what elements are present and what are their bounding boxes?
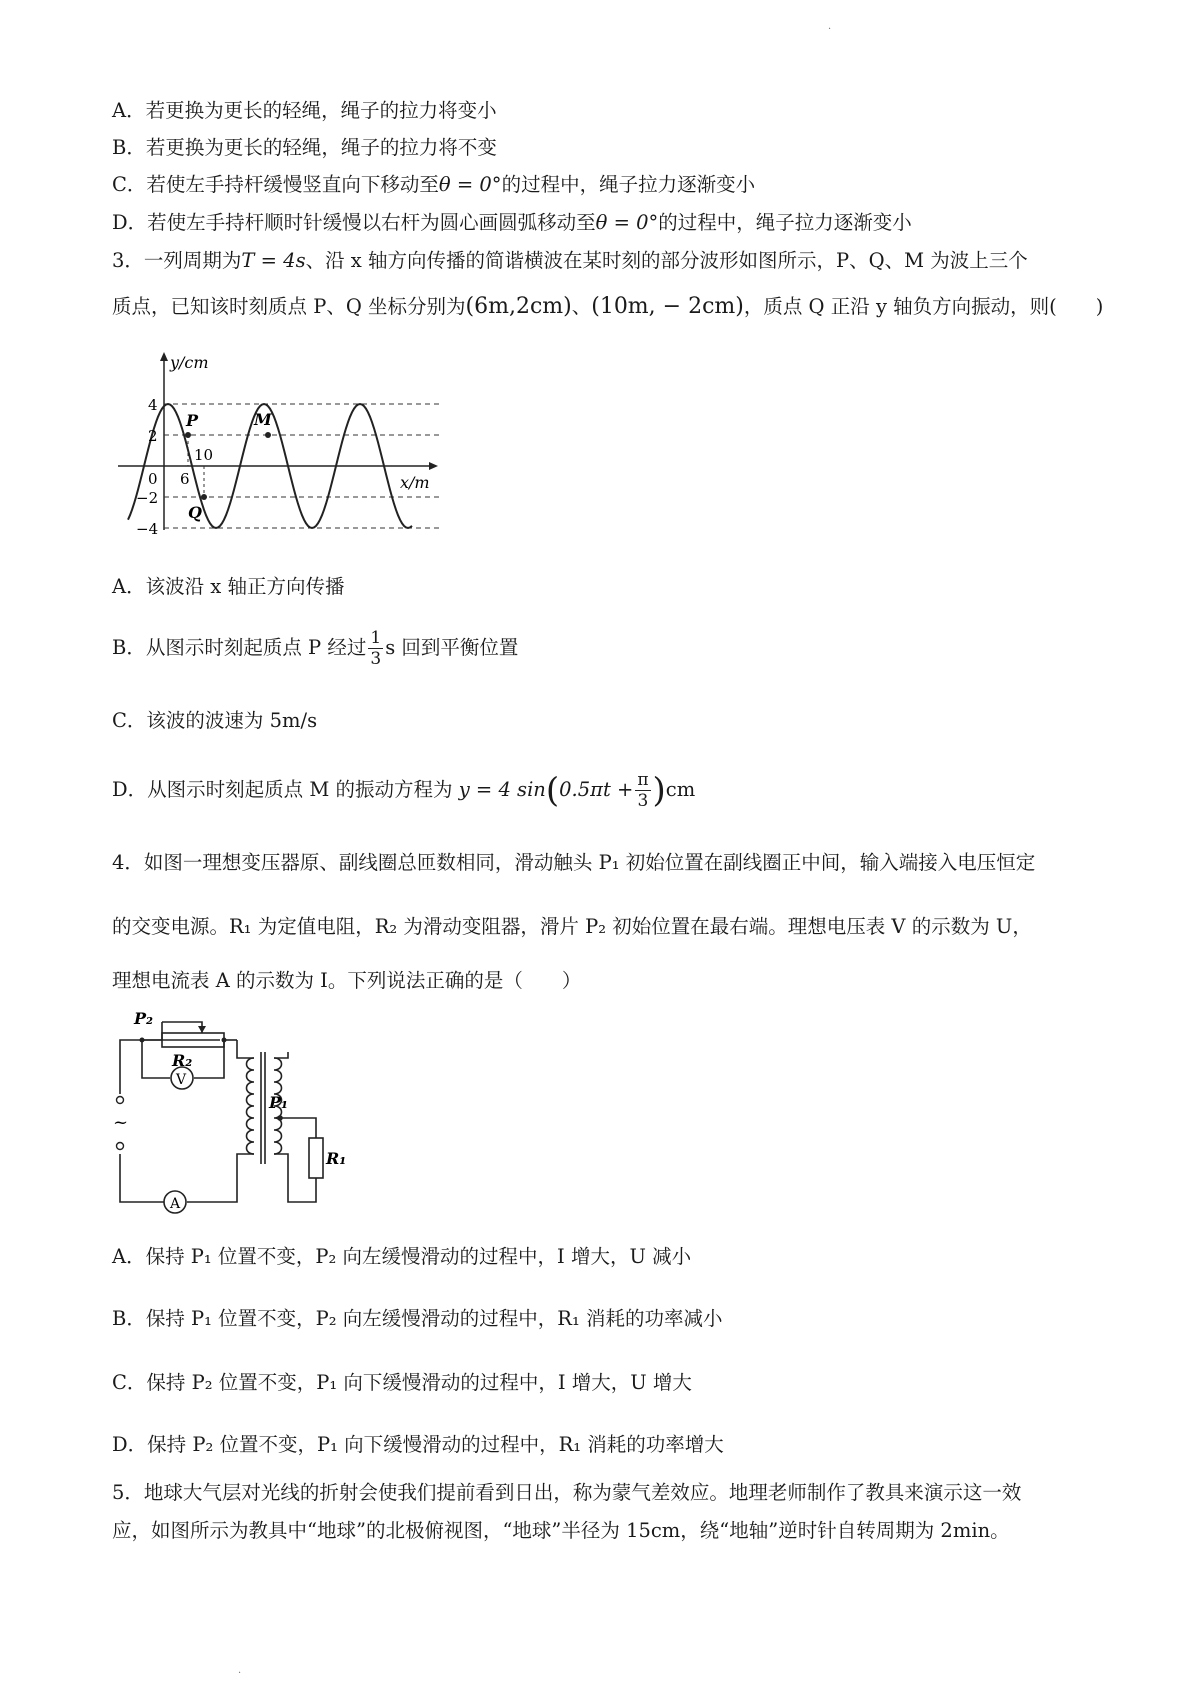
fraction-one-third	[368, 628, 383, 669]
point-p	[185, 432, 191, 438]
input-terminal-top	[117, 1097, 124, 1104]
point-q-label: Q	[188, 503, 202, 522]
y-tick-neg4: −4	[136, 520, 159, 538]
y-tick-neg2: −2	[136, 489, 159, 507]
transformer-circuit	[112, 1004, 402, 1214]
p-coordinate: (6m,2cm)	[465, 294, 572, 319]
q4-option-a: A．保持 P₁ 位置不变，P₂ 向左缓慢滑动的过程中，I 增大，U 减小	[112, 1245, 692, 1268]
period-expression: T = 4s	[241, 249, 306, 272]
q3-option-b	[112, 628, 518, 669]
q2-option-c	[112, 170, 755, 200]
q2-option-d	[112, 208, 912, 238]
theta-equation: θ = 0°	[438, 173, 502, 196]
q3-option-d: D．从图示时刻起质点 M 的振动方程为 y = 4 sin(0.5πt + $\frac{\pi}{3}$ )cm	[112, 770, 696, 811]
x-axis-label: x/m	[400, 473, 430, 492]
equation-unit: cm	[665, 778, 696, 801]
y-tick-2: 2	[148, 427, 158, 445]
q3-stem-text-end: ，质点 Q 正沿 y 轴负方向振动，则( )	[743, 295, 1104, 318]
p2-label: P₂	[134, 1009, 154, 1028]
q3-option-a: A．该波沿 x 轴正方向传播	[112, 575, 345, 598]
fraction-numerator: 1	[370, 628, 382, 648]
fraction-denominator: 3	[637, 791, 649, 811]
fraction-pi-third	[635, 770, 650, 811]
origin-label: 0	[148, 470, 158, 488]
scan-dot: ·	[238, 1668, 242, 1679]
q2-option-d-text-end: 的过程中，绳子拉力逐渐变小	[658, 211, 912, 234]
x-tick-6: 6	[180, 470, 190, 488]
q4-option-b: B．保持 P₁ 位置不变，P₂ 向左缓慢滑动的过程中，R₁ 消耗的功率减小	[112, 1307, 723, 1330]
y-axis-label: y/cm	[170, 353, 209, 372]
equation-y-sin: y = 4 sin	[458, 778, 546, 801]
p1-label: P₁	[269, 1093, 289, 1112]
ac-source-symbol: ~	[113, 1112, 129, 1133]
q2-option-c-text-end: 的过程中，绳子拉力逐渐变小	[501, 173, 756, 196]
q3-option-b-text: B．从图示时刻起质点 P 经过	[112, 636, 367, 659]
point-m	[265, 432, 271, 438]
q4-option-c: C．保持 P₂ 位置不变，P₁ 向下缓慢滑动的过程中，I 增大，U 增大	[112, 1371, 692, 1394]
q3-option-b-text-end: s 回到平衡位置	[385, 636, 519, 659]
theta-equation: θ = 0°	[595, 211, 659, 234]
q3-stem-line2	[112, 292, 1103, 322]
equation-argument: 0.5πt +	[559, 778, 634, 801]
q3-stem-text: 3．一列周期为	[112, 249, 242, 272]
q2-option-d-text: D．若使左手持杆顺时针缓慢以右杆为圆心画圆弧移动至	[112, 211, 596, 234]
q3-stem-text: 质点，已知该时刻质点 P、Q 坐标分别为	[112, 295, 466, 318]
q5-stem-line1: 5．地球大气层对光线的折射会使我们提前看到日出，称为蒙气差效应。地理老师制作了教具来演示这一效	[112, 1481, 1022, 1504]
q4-stem-line2: 的交变电源。R₁ 为定值电阻，R₂ 为滑动变阻器，滑片 P₂ 初始位置在最右端。理想电压表 V 的示数为 U，	[112, 915, 1032, 938]
fraction-numerator: π	[637, 770, 649, 790]
q4-stem-line1: 4．如图一理想变压器原、副线圈总匝数相同，滑动触头 P₁ 初始位置在副线圈正中间，输入端接入电压恒定	[112, 851, 1036, 874]
ammeter-label: A	[170, 1196, 181, 1212]
point-q	[201, 494, 207, 500]
q3-option-c: C．该波的波速为 5m/s	[112, 709, 318, 732]
p1-tap-point	[277, 1115, 283, 1121]
q4-option-d: D．保持 P₂ 位置不变，P₁ 向下缓慢滑动的过程中，R₁ 消耗的功率增大	[112, 1433, 724, 1456]
x-tick-10: 10	[194, 446, 214, 464]
q2-option-b: B．若更换为更长的轻绳，绳子的拉力将不变	[112, 136, 497, 159]
q4-stem-line3: 理想电流表 A 的示数为 I。下列说法正确的是（ ）	[112, 969, 582, 992]
fraction-denominator: 3	[370, 649, 382, 669]
y-tick-4: 4	[148, 396, 158, 414]
wave-graph	[112, 352, 452, 542]
coordinate-separator: 、	[571, 295, 592, 318]
q2-option-a: A．若更换为更长的轻绳，绳子的拉力将变小	[112, 99, 497, 122]
r1-label: R₁	[326, 1149, 347, 1168]
point-m-label: M	[254, 410, 272, 429]
scan-dot: ·	[828, 24, 832, 35]
q3-option-d-text: D．从图示时刻起质点 M 的振动方程为	[112, 778, 453, 801]
point-p-label: P	[186, 411, 199, 430]
q2-option-c-text: C．若使左手持杆缓慢竖直向下移动至	[112, 173, 439, 196]
r2-label: R₂	[172, 1051, 193, 1070]
q3-stem-points: P、Q、M 为波上三个	[835, 249, 1028, 272]
q5-stem-line2: 应，如图所示为教具中“地球”的北极俯视图，“地球”半径为 15cm，绕“地轴”逆时针自转周期为 2min。	[112, 1519, 1010, 1542]
q3-stem-text: 、沿 x 轴方向传播的简谐横波在某时刻的部分波形如图所示，	[305, 249, 836, 272]
voltmeter-label: V	[176, 1072, 187, 1088]
input-terminal-bottom	[117, 1143, 124, 1150]
q3-stem-line1	[112, 246, 1028, 276]
q-coordinate: (10m, − 2cm)	[591, 294, 744, 319]
